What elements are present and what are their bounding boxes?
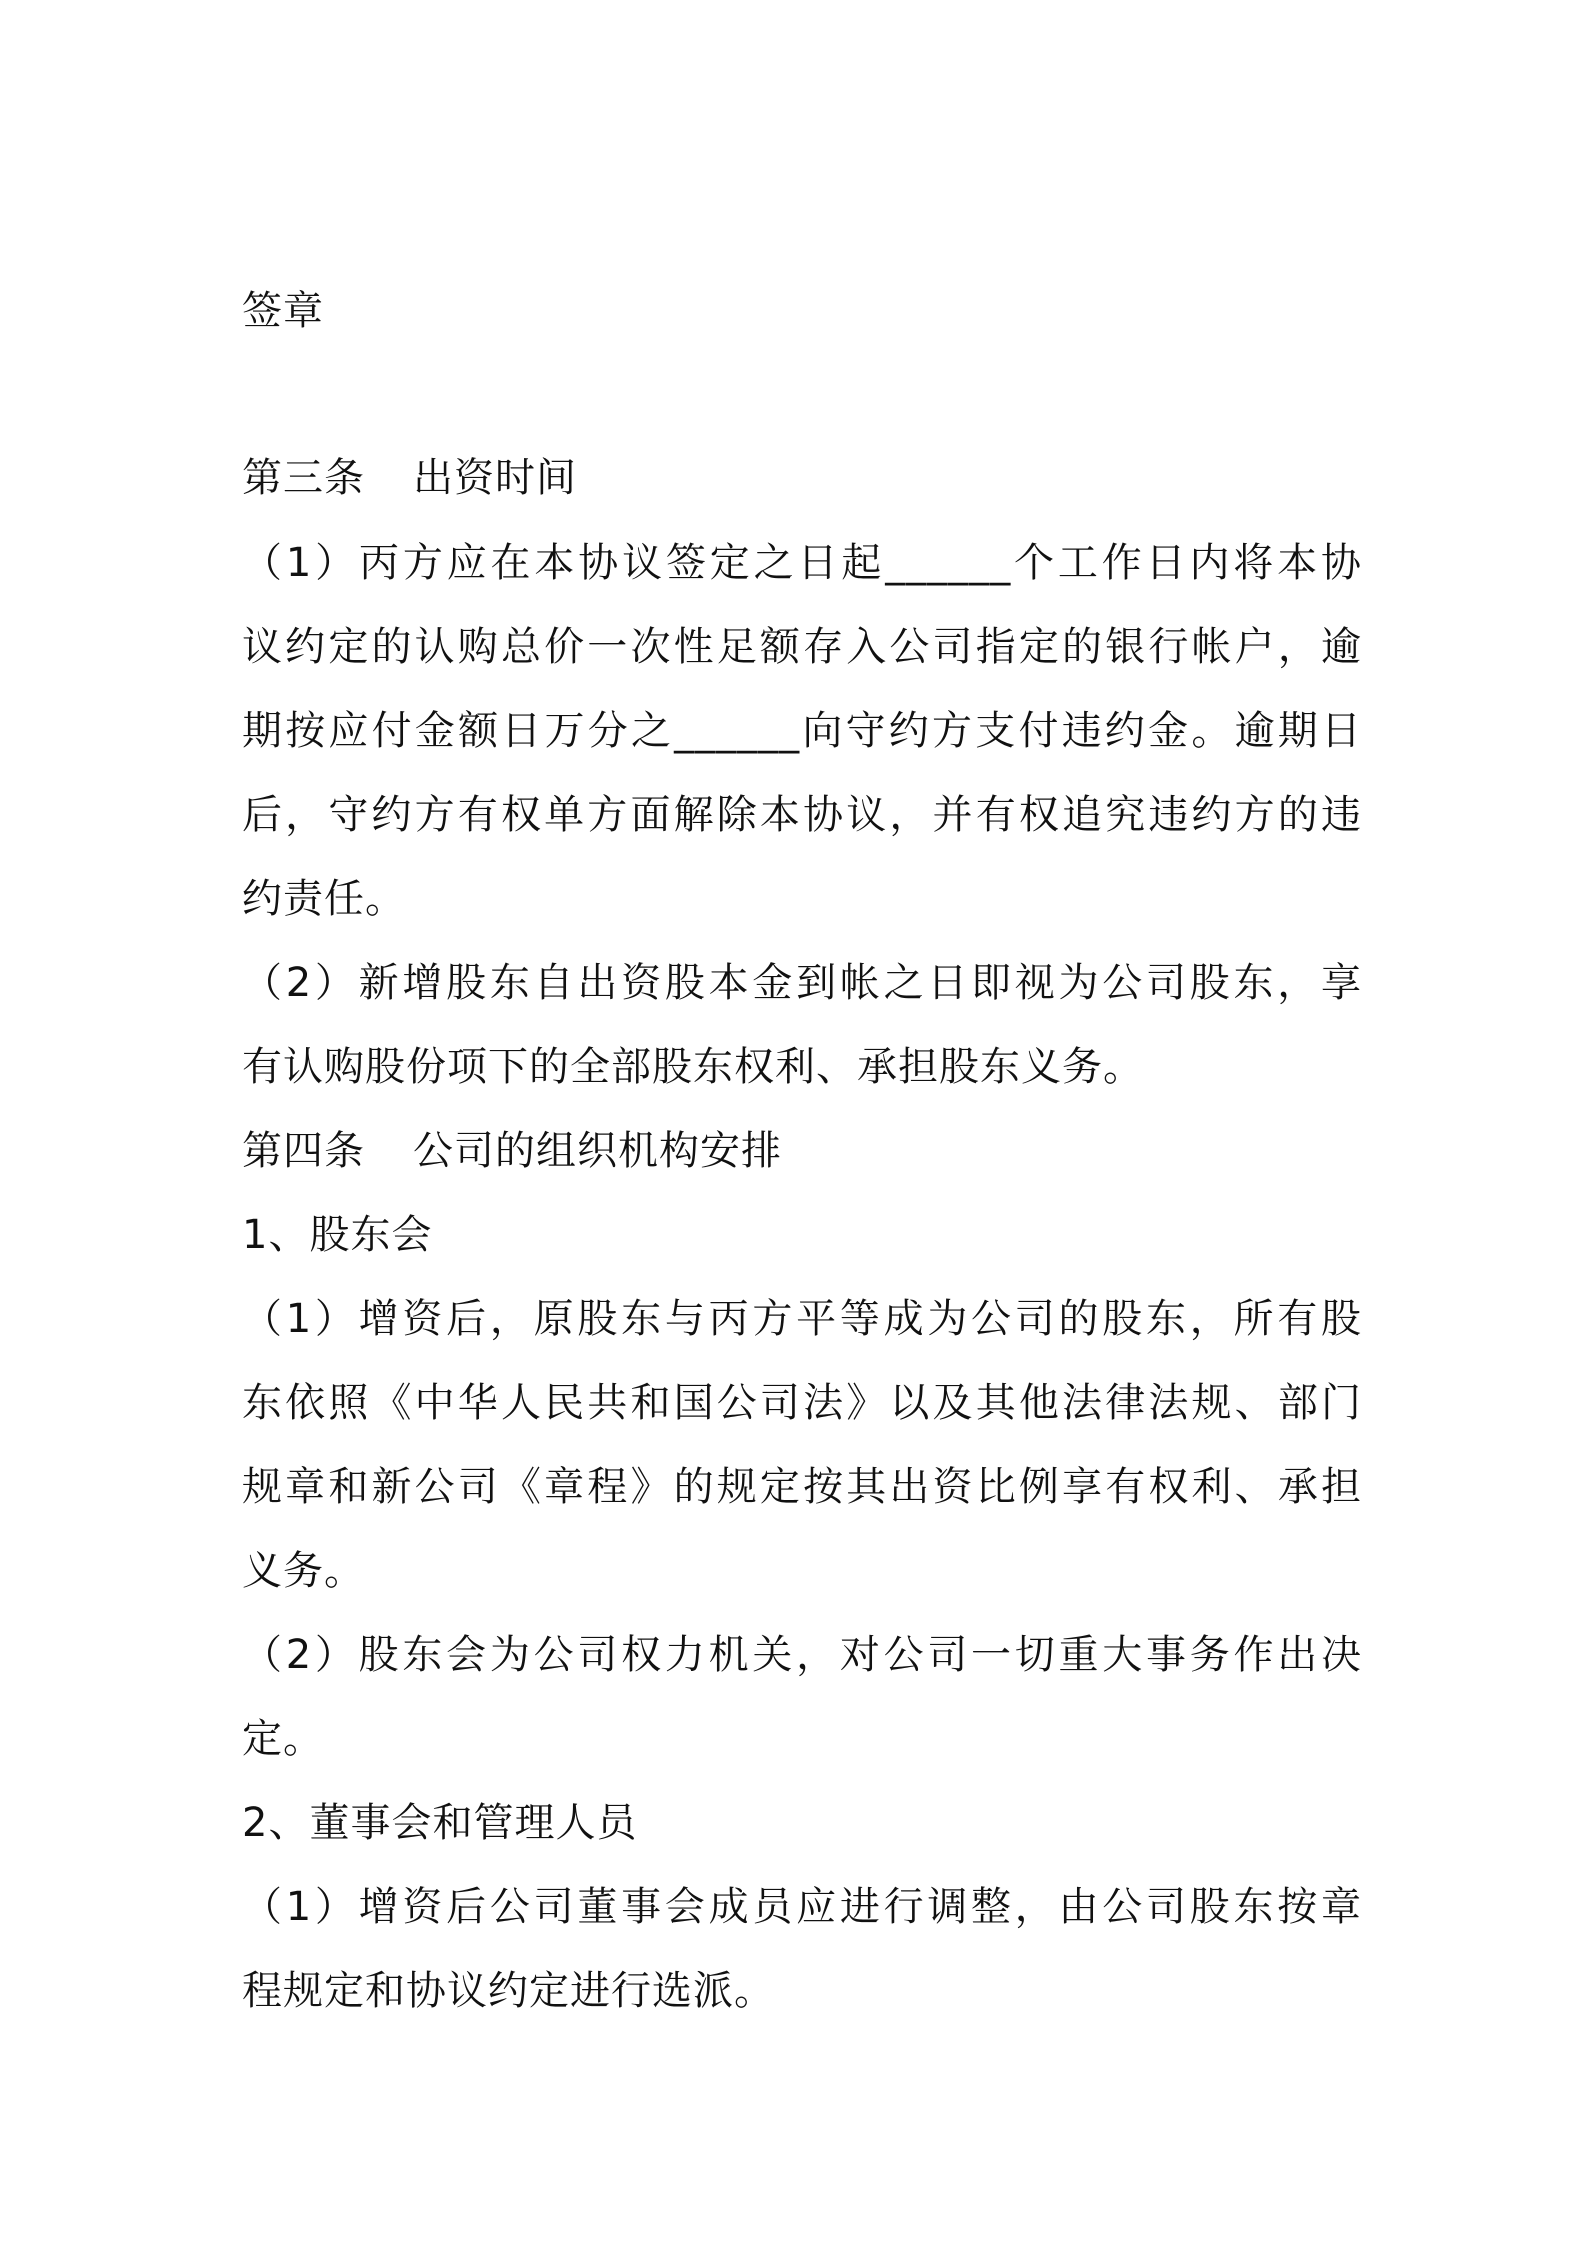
article-3-title: 出资时间: [413, 455, 577, 501]
article-3-heading: [242, 450, 1362, 506]
section-2-para-1-line-1: （1）增资后公司董事会成员应进行调整，由公司股东按章: [242, 1884, 1362, 1930]
section-1-para-1-line-3: 规章和新公司《章程》的规定按其出资比例享有权利、承担: [242, 1464, 1362, 1510]
section-1-para-1-line-1: （1）增资后，原股东与丙方平等成为公司的股东，所有股: [242, 1296, 1362, 1342]
article-3-number: 第三条: [242, 455, 365, 501]
article-4-title: 公司的组织机构安排: [413, 1128, 782, 1174]
signature-label: 签章: [242, 288, 324, 334]
article-4-heading: [242, 1123, 1362, 1179]
article-3-para-1-line-3: 期按应付金额日万分之______向守约方支付违约金。逾期日: [242, 708, 1362, 754]
section-2-title: 2、董事会和管理人员: [242, 1800, 638, 1846]
article-3-para-1-line-5: 约责任。: [242, 876, 406, 922]
section-1-title: 1、股东会: [242, 1212, 433, 1258]
article-3-para-2-line-2: 有认购股份项下的全部股东权利、承担股东义务。: [242, 1044, 1144, 1090]
article-3-para-1-line-4: 后，守约方有权单方面解除本协议，并有权追究违约方的违: [242, 792, 1362, 838]
section-2-para-1-line-2: 程规定和协议约定进行选派。: [242, 1968, 775, 2014]
article-4-number: 第四条: [242, 1128, 365, 1174]
section-1-para-1-line-4: 义务。: [242, 1548, 365, 1594]
section-1-para-2-line-1: （2）股东会为公司权力机关，对公司一切重大事务作出决: [242, 1632, 1362, 1678]
section-1-para-1-line-2: 东依照《中华人民共和国公司法》以及其他法律法规、部门: [242, 1380, 1362, 1426]
article-3-para-1-line-1: （1）丙方应在本协议签定之日起______个工作日内将本协: [242, 540, 1362, 586]
article-3-para-2-line-1: （2）新增股东自出资股本金到帐之日即视为公司股东，享: [242, 960, 1362, 1006]
article-3-para-1-line-2: 议约定的认购总价一次性足额存入公司指定的银行帐户，逾: [242, 624, 1362, 670]
section-1-para-2-line-2: 定。: [242, 1716, 324, 1762]
